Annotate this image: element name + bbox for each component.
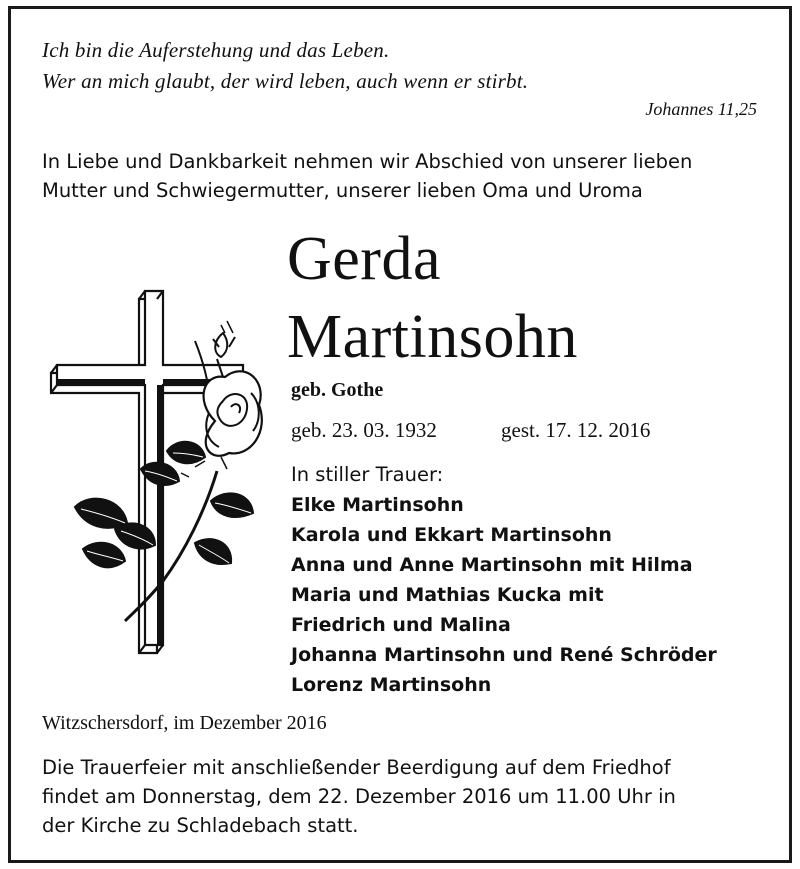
bible-reference: Johannes 11,25	[645, 99, 757, 119]
intro-line-2: Mutter und Schwiegermutter, unserer lieben Oma und Uroma	[42, 179, 643, 202]
bible-quote-line-1: Ich bin die Auferstehung und das Leben.	[42, 38, 390, 62]
mourner-name: Lorenz Martinsohn	[291, 674, 492, 696]
mourner-name: Maria und Mathias Kucka mit	[291, 584, 604, 606]
mourner-name: Friedrich und Malina	[291, 614, 511, 636]
bible-quote-line-2: Wer an mich glaubt, der wird leben, auch wenn er stirbt.	[42, 69, 529, 93]
mourners-list	[291, 490, 717, 700]
mourners-intro: In stiller Trauer:	[291, 463, 444, 486]
deceased-last-name: Martinsohn	[287, 303, 578, 371]
birth-date: geb. 23. 03. 1932	[291, 418, 437, 442]
birth-name: geb. Gothe	[291, 379, 384, 401]
intro-line-1: In Liebe und Dankbarkeit nehmen wir Abschied von unserer lieben	[42, 150, 693, 173]
obituary-notice	[8, 6, 792, 863]
death-date: gest. 17. 12. 2016	[501, 418, 651, 442]
funeral-line-3: der Kirche zu Schladebach statt.	[42, 814, 359, 837]
funeral-line-1: Die Trauerfeier mit anschließender Beerdigung auf dem Friedhof	[42, 756, 671, 779]
mourner-name: Johanna Martinsohn und René Schröder	[291, 644, 717, 666]
cross-with-rose-icon	[45, 281, 275, 661]
deceased-first-name: Gerda	[287, 225, 441, 293]
mourner-name: Elke Martinsohn	[291, 494, 464, 516]
mourner-name: Karola und Ekkart Martinsohn	[291, 524, 612, 546]
mourner-name: Anna und Anne Martinsohn mit Hilma	[291, 554, 693, 576]
place-and-date: Witzschersdorf, im Dezember 2016	[42, 712, 327, 734]
funeral-line-2: findet am Donnerstag, dem 22. Dezember 2016 um 11.00 Uhr in	[42, 785, 676, 808]
